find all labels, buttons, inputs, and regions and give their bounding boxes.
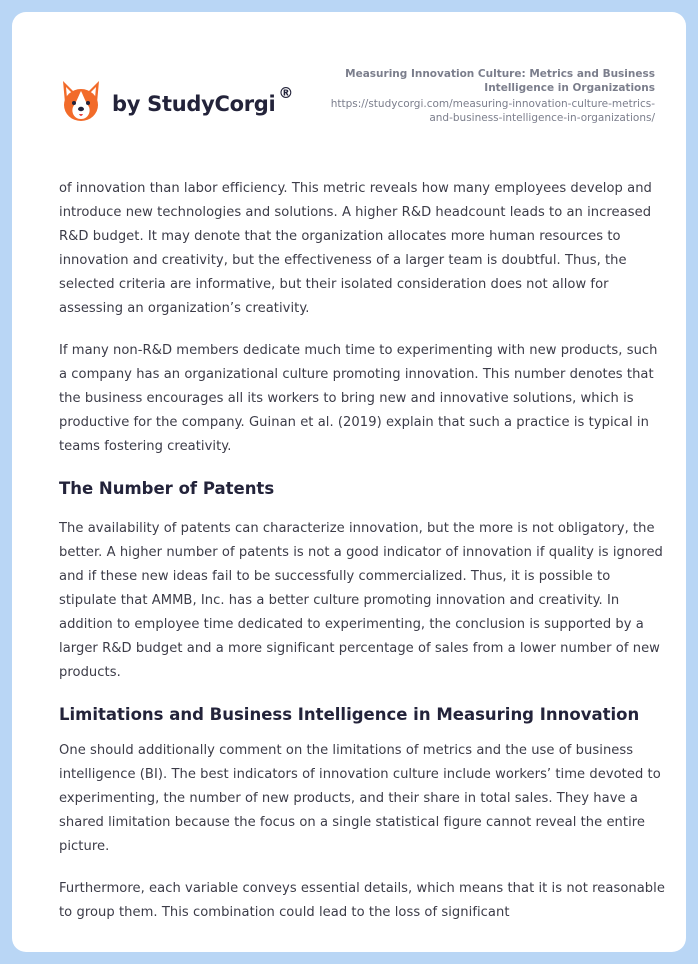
registered-mark: ®	[278, 84, 294, 102]
paragraph-1: of innovation than labor efficiency. This metric reveals how many employees develop and introduce new technologies and solutions. A higher R&D headcount leads to an increased R&D budget. It may denote that the organization allocates more human resources to innovation and creativity, but the effectiveness of a larger team is doubtful. Thus, the selected criteria are informative, but their isolated consideration does not allow for assessing an organization’s creativity.	[59, 181, 652, 316]
document-title: Measuring Innovation Culture: Metrics and Business Intelligence in Organizations	[345, 68, 655, 94]
document-meta	[325, 67, 655, 125]
paragraph-3: The availability of patents can characterize innovation, but the more is not obligatory, the better. A higher number of patents is not a good indicator of innovation if quality is ignored and if these new ideas fail to be successfully commercialized. Thus, it is possible to stipulate that AMMB, Inc. has a better culture promoting innovation and creativity. In addition to employee time dedicated to experimenting, the conclusion is supported by a larger R&D budget and a more significant percentage of sales from a lower number of new products.	[59, 521, 663, 680]
paragraph-5: Furthermore, each variable conveys essential details, which means that it is not reasonable to group them. This combination could lead to the loss of significant	[59, 881, 665, 920]
page-card	[12, 12, 686, 952]
paragraph-2: If many non-R&D members dedicate much time to experimenting with new products, such a company has an organizational culture promoting innovation. This number denotes that the business encourages all its workers to bring new and innovative solutions, which is productive for the company. Guinan et al. (2019) explain that such a practice is typical in teams fostering creativity.	[59, 343, 658, 454]
essay-content	[59, 177, 669, 943]
section-heading-limitations: Limitations and Business Intelligence in Measuring Innovation	[59, 705, 640, 724]
section-heading-patents: The Number of Patents	[59, 479, 275, 498]
brand-name: by StudyCorgi	[112, 92, 276, 116]
paragraph-4: One should additionally comment on the limitations of metrics and the use of business intelligence (BI). The best indicators of innovation culture include workers’ time devoted to experimenting, the number of new products, and their share in total sales. They have a shared limitation because the focus on a single statistical figure cannot reveal the entire picture.	[59, 743, 661, 854]
document-url[interactable]: https://studycorgi.com/measuring-innovation-culture-metrics-and-business-intelligence-in-organizations/	[330, 98, 655, 124]
brand-logo[interactable]	[60, 76, 293, 128]
corgi-logo-icon	[60, 79, 102, 125]
page-header	[12, 12, 686, 152]
